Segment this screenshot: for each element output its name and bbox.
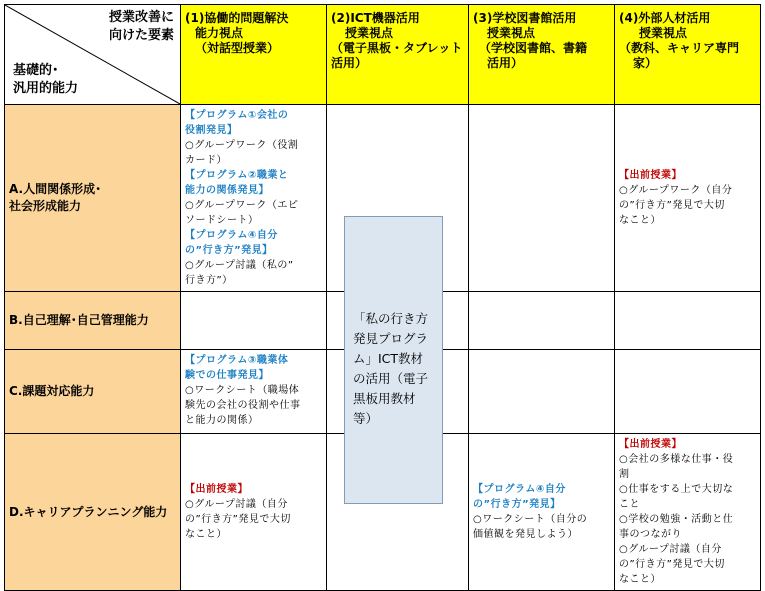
cell-b-4 (615, 292, 761, 350)
activity-text: 験先の会社の役割や仕事 (185, 400, 301, 411)
cell-c-4 (615, 350, 761, 434)
activity-text: ○ワークシート（自分の (473, 514, 588, 525)
activity-text: 行き方”） (185, 275, 233, 286)
callout-line: 発見プログラ (353, 331, 429, 346)
program-heading: 【プログラム③職業体 (185, 355, 289, 366)
row-label-c: C.課題対応能力 (5, 350, 181, 434)
activity-text: ○グループワーク（自分 (619, 185, 733, 196)
outreach-heading: 【出前授業】 (185, 484, 248, 495)
ict-material-callout (344, 216, 443, 504)
activity-text: ○会社の多様な仕事・役 (619, 454, 734, 465)
corner-bottom-label: 基礎的･ 汎用的能力 (13, 63, 79, 96)
activity-text: ○グループ討議（自分 (185, 499, 288, 510)
activity-text: ○グループ討議（自分 (619, 544, 722, 555)
program-heading: 能力の関係発見】 (185, 185, 269, 196)
cell-d-4 (615, 434, 761, 591)
corner-top-label: 授業改善に 向けた要素 (108, 10, 174, 43)
activity-text: ○グループ討議（私の” (185, 260, 294, 271)
program-heading: の”行き方”発見】 (473, 499, 561, 510)
cell-c-3 (469, 350, 615, 434)
activity-text: と能力の関係） (185, 415, 259, 426)
cell-a-4 (615, 105, 761, 292)
corner-header (5, 5, 181, 105)
program-heading: 【プログラム④自分 (185, 230, 278, 241)
cell-d-3 (469, 434, 615, 591)
activity-text: カード） (185, 155, 227, 166)
activity-text: なこと） (185, 529, 227, 540)
callout-line: の活用（電子 (353, 371, 429, 386)
header-col-3: (3)学校図書館活用 授業視点 （学校図書館、書籍 活用） (469, 5, 615, 105)
header-col-1: (1)協働的問題解決 能力視点 （対話型授業） (181, 5, 327, 105)
row-label-d: D.キャリアプランニング能力 (5, 434, 181, 591)
cell-c-1 (181, 350, 327, 434)
outreach-heading: 【出前授業】 (619, 439, 682, 450)
cell-d-1 (181, 434, 327, 591)
row-label-a: A.人間関係形成･ 社会形成能力 (5, 105, 181, 292)
callout-line: 「私の行き方 (353, 311, 429, 326)
activity-text: 割 (619, 469, 630, 480)
cell-a-1 (181, 105, 327, 292)
program-heading: 【プログラム①会社の (185, 110, 289, 121)
row-label-b: B.自己理解･自己管理能力 (5, 292, 181, 350)
activity-text: なこと） (619, 574, 661, 585)
activity-text: こと (619, 499, 640, 510)
cell-b-3 (469, 292, 615, 350)
activity-text: なこと） (619, 215, 661, 226)
activity-text: ○仕事をする上で大切な (619, 484, 734, 495)
activity-text: ソードシート） (185, 215, 259, 226)
activity-text: の”行き方”発見で大切 (185, 514, 291, 525)
program-heading: 【プログラム②職業と (185, 170, 289, 181)
program-heading: 【プログラム④自分 (473, 484, 566, 495)
header-col-4: (4)外部人材活用 授業視点 （教科、キャリア専門 家） (615, 5, 761, 105)
program-heading: の”行き方”発見】 (185, 245, 273, 256)
header-row (5, 5, 761, 105)
activity-text: ○ワークシート（職場体 (185, 385, 300, 396)
header-col-2: (2)ICT機器活用 授業視点 （電子黒板・タブレット 活用） (327, 5, 469, 105)
callout-line: 等） (353, 411, 379, 426)
activity-text: ○グループワーク（役割 (185, 140, 299, 151)
activity-text: 価値観を発見しよう） (473, 529, 578, 540)
activity-text: ○学校の勉強・活動と仕 (619, 514, 734, 525)
callout-line: 黒板用教材 (353, 391, 416, 406)
cell-b-1 (181, 292, 327, 350)
outreach-heading: 【出前授業】 (619, 170, 682, 181)
activity-text: ○グループワーク（エピ (185, 200, 299, 211)
callout-line: ム」ICT教材 (353, 351, 424, 366)
program-heading: 験での仕事発見】 (185, 370, 269, 381)
cell-a-3 (469, 105, 615, 292)
program-heading: 役割発見】 (185, 125, 238, 136)
activity-text: の”行き方”発見で大切 (619, 559, 725, 570)
activity-text: の”行き方”発見で大切 (619, 200, 725, 211)
activity-text: 事のつながり (619, 529, 682, 540)
